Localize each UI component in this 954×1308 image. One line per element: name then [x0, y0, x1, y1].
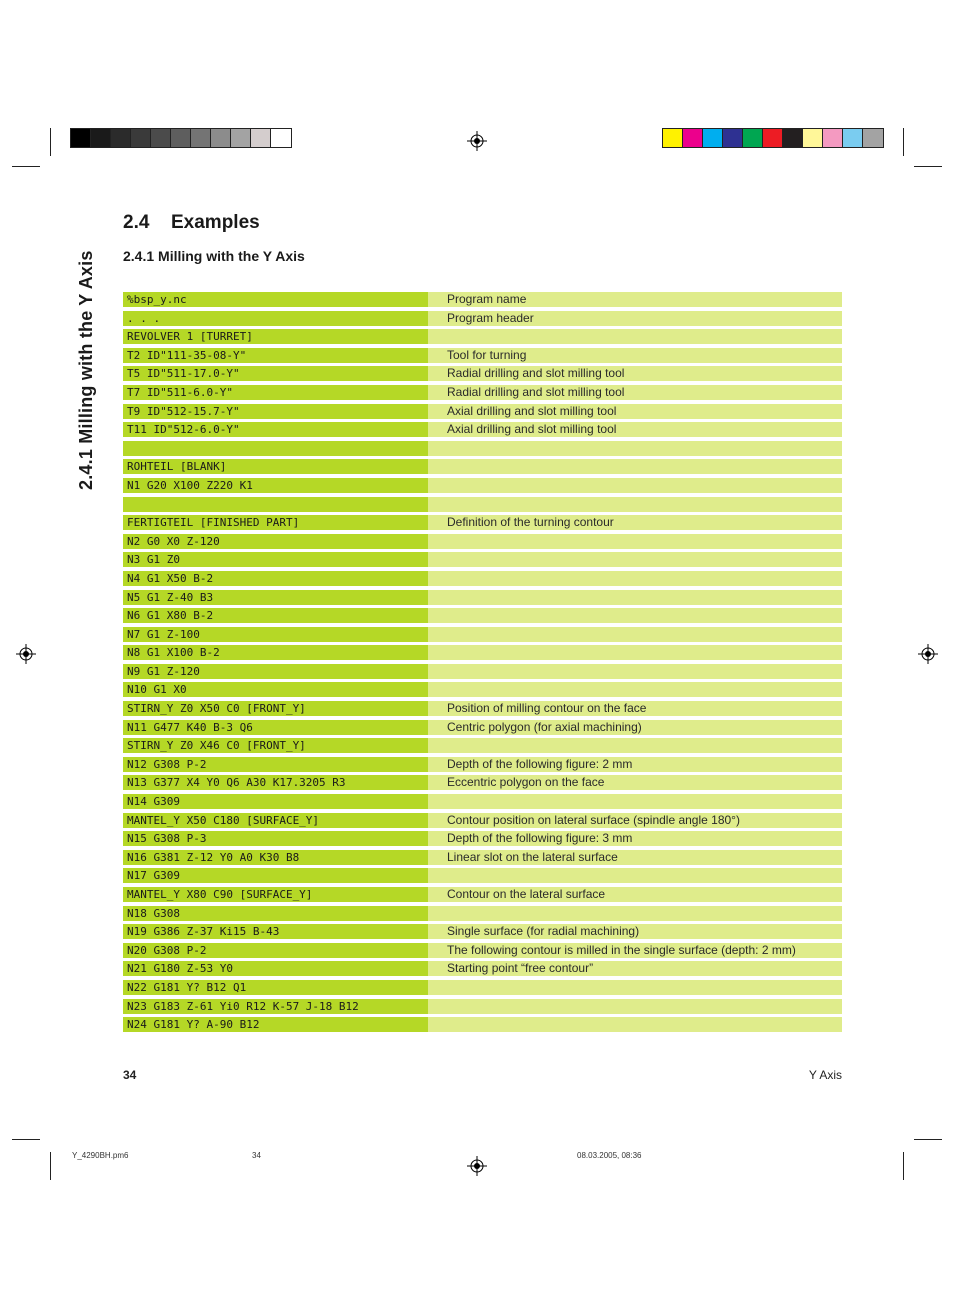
color-swatch [823, 129, 843, 147]
color-swatch [91, 129, 111, 147]
comment-cell [428, 794, 842, 809]
comment-cell [428, 738, 842, 753]
comment-cell: Definition of the turning contour [428, 515, 842, 530]
code-cell: N16 G381 Z-12 Y0 A0 K30 B8 [123, 850, 428, 865]
slug-page: 34 [252, 1151, 261, 1160]
nc-program-table [123, 292, 842, 1036]
code-cell: MANTEL_Y X80 C90 [SURFACE_Y] [123, 887, 428, 902]
table-row [123, 515, 842, 530]
table-row [123, 831, 842, 846]
section-number: 2.4 [123, 212, 150, 233]
color-swatch [271, 129, 291, 147]
crop-mark-top-left-h [12, 166, 40, 167]
code-cell: ROHTEIL [BLANK] [123, 459, 428, 474]
code-cell: T5 ID"511-17.0-Y" [123, 366, 428, 381]
comment-cell: Single surface (for radial machining) [428, 924, 842, 939]
code-cell: T2 ID"111-35-08-Y" [123, 348, 428, 363]
code-cell: N15 G308 P-3 [123, 831, 428, 846]
comment-cell [428, 682, 842, 697]
color-swatch [111, 129, 131, 147]
gray-calibration-bar [70, 128, 292, 148]
code-cell: N14 G309 [123, 794, 428, 809]
table-row [123, 887, 842, 902]
code-cell: N3 G1 Z0 [123, 552, 428, 567]
comment-cell: Radial drilling and slot milling tool [428, 385, 842, 400]
table-row [123, 459, 842, 474]
crop-mark-bottom-right-h [914, 1139, 942, 1140]
comment-cell: Axial drilling and slot milling tool [428, 422, 842, 437]
table-row [123, 682, 842, 697]
comment-cell [428, 478, 842, 493]
comment-cell [428, 534, 842, 549]
table-row [123, 590, 842, 605]
slug-datetime: 08.03.2005, 08:36 [577, 1151, 642, 1160]
table-row [123, 906, 842, 921]
table-row [123, 961, 842, 976]
color-swatch [763, 129, 783, 147]
comment-cell [428, 906, 842, 921]
code-cell: N2 G0 X0 Z-120 [123, 534, 428, 549]
registration-mark-icon [16, 644, 36, 664]
code-cell: N24 G181 Y? A-90 B12 [123, 1017, 428, 1032]
table-row [123, 664, 842, 679]
comment-cell [428, 627, 842, 642]
section-title: Examples [171, 212, 260, 233]
color-swatch [151, 129, 171, 147]
code-cell: N6 G1 X80 B-2 [123, 608, 428, 623]
code-cell: REVOLVER 1 [TURRET] [123, 329, 428, 344]
table-row [123, 534, 842, 549]
table-row [123, 943, 842, 958]
comment-cell: Tool for turning [428, 348, 842, 363]
code-cell: N22 G181 Y? B12 Q1 [123, 980, 428, 995]
comment-cell: The following contour is milled in the single surface (depth: 2 mm) [428, 943, 842, 958]
subsection-heading: 2.4.1 Milling with the Y Axis [123, 248, 305, 264]
table-row [123, 794, 842, 809]
code-cell: N10 G1 X0 [123, 682, 428, 697]
code-cell: N12 G308 P-2 [123, 757, 428, 772]
code-cell: N4 G1 X50 B-2 [123, 571, 428, 586]
table-row [123, 422, 842, 437]
table-row [123, 348, 842, 363]
comment-cell [428, 329, 842, 344]
color-swatch [231, 129, 251, 147]
table-row [123, 1017, 842, 1032]
crop-mark-top-right-h [914, 166, 942, 167]
table-row [123, 552, 842, 567]
comment-cell [428, 459, 842, 474]
color-swatch [211, 129, 231, 147]
table-row [123, 980, 842, 995]
comment-cell: Axial drilling and slot milling tool [428, 404, 842, 419]
code-cell: N11 G477 K40 B-3 Q6 [123, 720, 428, 735]
code-cell: T11 ID"512-6.0-Y" [123, 422, 428, 437]
crop-mark-bottom-right [903, 1152, 904, 1180]
code-cell: %bsp_y.nc [123, 292, 428, 307]
table-row [123, 645, 842, 660]
table-row [123, 924, 842, 939]
table-row [123, 775, 842, 790]
code-cell: N20 G308 P-2 [123, 943, 428, 958]
code-cell: N1 G20 X100 Z220 K1 [123, 478, 428, 493]
color-swatch [251, 129, 271, 147]
slug-filename: Y_4290BH.pm6 [72, 1151, 129, 1160]
color-swatch [71, 129, 91, 147]
comment-cell: Contour on the lateral surface [428, 887, 842, 902]
comment-cell [428, 999, 842, 1014]
color-calibration-bar [662, 128, 884, 148]
side-chapter-title: 2.4.1 Milling with the Y Axis [76, 250, 96, 490]
code-cell: MANTEL_Y X50 C180 [SURFACE_Y] [123, 813, 428, 828]
comment-cell: Linear slot on the lateral surface [428, 850, 842, 865]
table-row [123, 701, 842, 716]
color-swatch [131, 129, 151, 147]
code-cell [123, 497, 428, 512]
registration-mark-icon [918, 644, 938, 664]
table-row [123, 311, 842, 326]
color-swatch [743, 129, 763, 147]
table-row [123, 999, 842, 1014]
page-number: 34 [123, 1068, 137, 1082]
table-row [123, 850, 842, 865]
table-row [123, 868, 842, 883]
code-cell: N5 G1 Z-40 B3 [123, 590, 428, 605]
comment-cell [428, 608, 842, 623]
code-cell: N23 G183 Z-61 Yi0 R12 K-57 J-18 B12 [123, 999, 428, 1014]
code-cell: T7 ID"511-6.0-Y" [123, 385, 428, 400]
code-cell [123, 441, 428, 456]
comment-cell: Program name [428, 292, 842, 307]
table-row [123, 329, 842, 344]
registration-mark-icon [467, 1156, 487, 1176]
color-swatch [171, 129, 191, 147]
comment-cell [428, 552, 842, 567]
comment-cell [428, 571, 842, 586]
comment-cell [428, 980, 842, 995]
color-swatch [863, 129, 883, 147]
color-swatch [703, 129, 723, 147]
crop-mark-top-left [50, 128, 51, 156]
comment-cell [428, 590, 842, 605]
code-cell: N17 G309 [123, 868, 428, 883]
table-row [123, 608, 842, 623]
table-row [123, 441, 842, 456]
comment-cell: Centric polygon (for axial machining) [428, 720, 842, 735]
table-row [123, 813, 842, 828]
comment-cell [428, 664, 842, 679]
comment-cell: Position of milling contour on the face [428, 701, 842, 716]
color-swatch [683, 129, 703, 147]
comment-cell: Starting point “free contour” [428, 961, 842, 976]
color-swatch [663, 129, 683, 147]
comment-cell [428, 497, 842, 512]
comment-cell: Program header [428, 311, 842, 326]
color-swatch [723, 129, 743, 147]
code-cell: T9 ID"512-15.7-Y" [123, 404, 428, 419]
section-heading [123, 212, 260, 234]
code-cell: N13 G377 X4 Y0 Q6 A30 K17.3205 R3 [123, 775, 428, 790]
registration-mark-icon [467, 131, 487, 151]
color-swatch [803, 129, 823, 147]
code-cell: STIRN_Y Z0 X46 C0 [FRONT_Y] [123, 738, 428, 753]
comment-cell: Radial drilling and slot milling tool [428, 366, 842, 381]
table-row [123, 720, 842, 735]
comment-cell [428, 645, 842, 660]
code-cell: STIRN_Y Z0 X50 C0 [FRONT_Y] [123, 701, 428, 716]
footer-title: Y Axis [808, 1068, 842, 1082]
code-cell: N8 G1 X100 B-2 [123, 645, 428, 660]
code-cell: N18 G308 [123, 906, 428, 921]
table-row [123, 571, 842, 586]
code-cell: N21 G180 Z-53 Y0 [123, 961, 428, 976]
crop-mark-bottom-left [50, 1152, 51, 1180]
comment-cell [428, 441, 842, 456]
table-row [123, 738, 842, 753]
color-swatch [843, 129, 863, 147]
code-cell: FERTIGTEIL [FINISHED PART] [123, 515, 428, 530]
crop-mark-top-right [903, 128, 904, 156]
table-row [123, 497, 842, 512]
comment-cell: Depth of the following figure: 2 mm [428, 757, 842, 772]
table-row [123, 757, 842, 772]
table-row [123, 404, 842, 419]
comment-cell [428, 1017, 842, 1032]
color-swatch [191, 129, 211, 147]
table-row [123, 385, 842, 400]
comment-cell: Eccentric polygon on the face [428, 775, 842, 790]
crop-mark-bottom-left-h [12, 1139, 40, 1140]
table-row [123, 627, 842, 642]
comment-cell: Contour position on lateral surface (spindle angle 180°) [428, 813, 842, 828]
code-cell: N7 G1 Z-100 [123, 627, 428, 642]
table-row [123, 366, 842, 381]
comment-cell: Depth of the following figure: 3 mm [428, 831, 842, 846]
table-row [123, 292, 842, 307]
code-cell: N19 G386 Z-37 Ki15 B-43 [123, 924, 428, 939]
code-cell: N9 G1 Z-120 [123, 664, 428, 679]
comment-cell [428, 868, 842, 883]
table-row [123, 478, 842, 493]
code-cell: . . . [123, 311, 428, 326]
color-swatch [783, 129, 803, 147]
